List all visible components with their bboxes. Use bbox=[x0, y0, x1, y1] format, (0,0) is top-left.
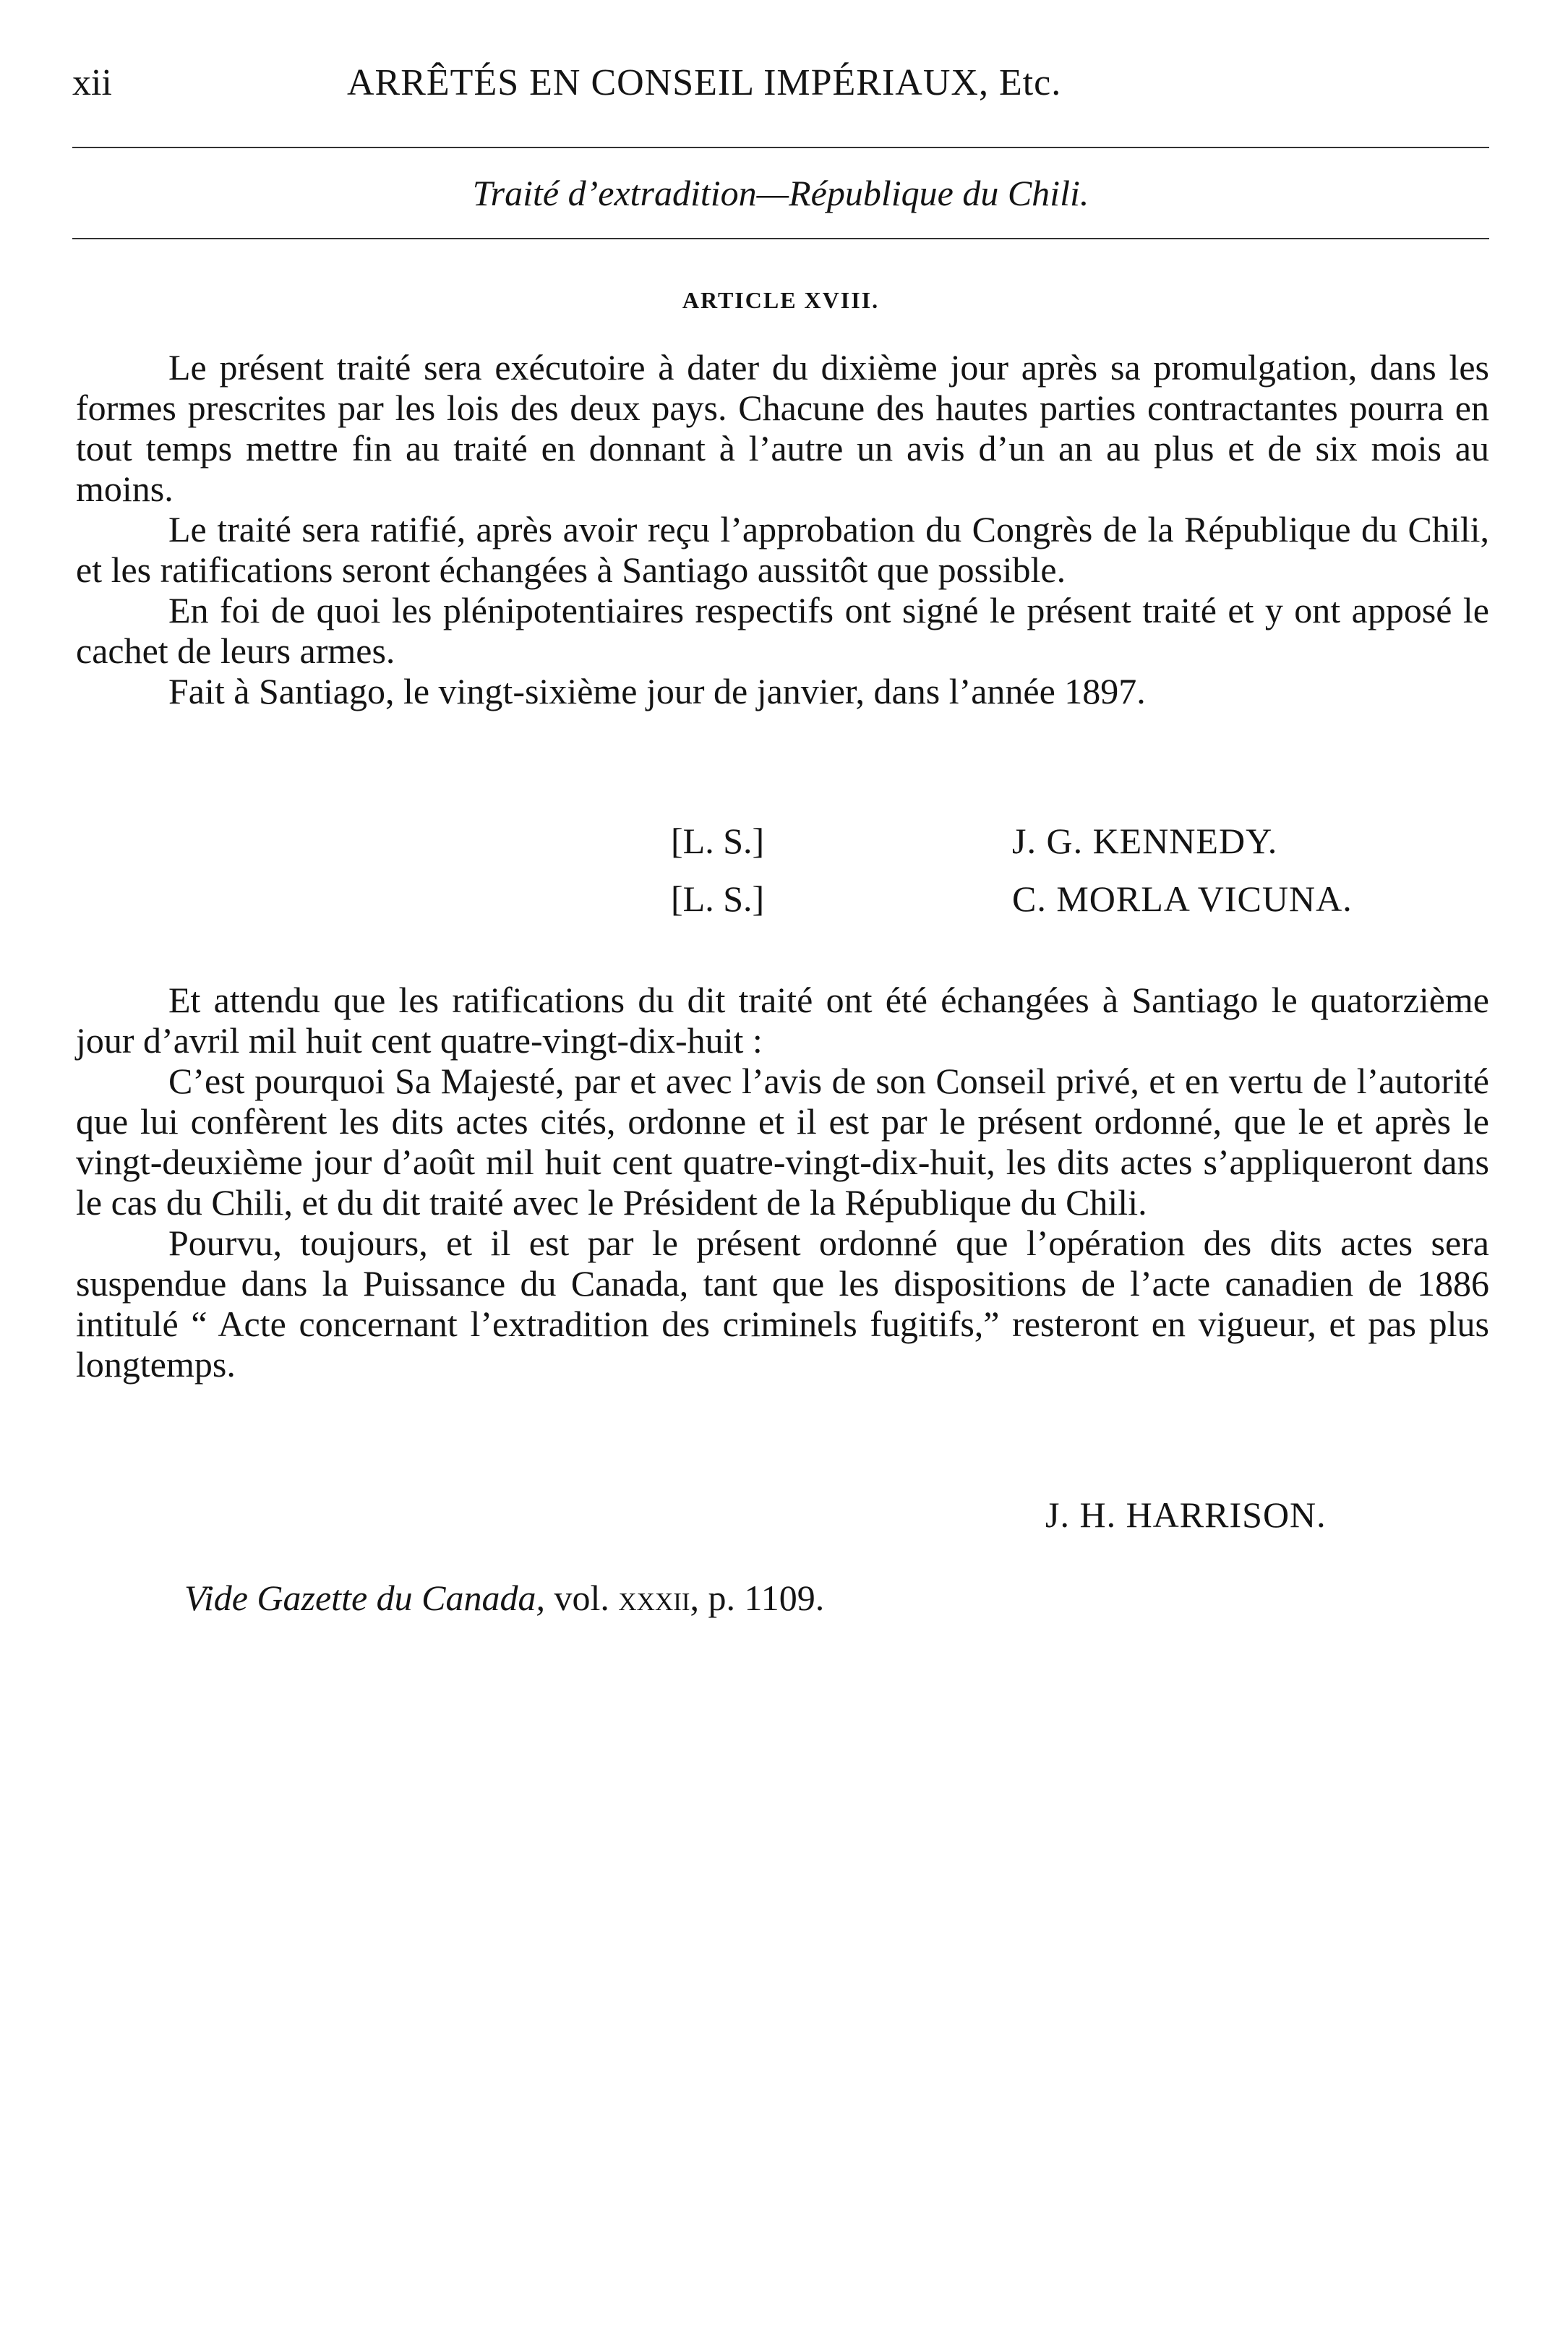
order-signature: J. H. HARRISON. bbox=[1045, 1494, 1327, 1535]
running-head bbox=[72, 51, 1489, 116]
seal-mark: [L. S.] bbox=[671, 821, 765, 861]
gazette-reference bbox=[184, 1576, 824, 1620]
article-body bbox=[76, 347, 1489, 711]
reference-volume-prefix: vol. bbox=[554, 1578, 609, 1618]
article-paragraph: En foi de quoi les plénipotentiaires respectifs ont signé le présent traité et y ont apposé le cachet de leurs armes. bbox=[76, 590, 1489, 671]
article-paragraph: Fait à Santiago, le vingt-sixième jour de janvier, dans l’année 1897. bbox=[168, 671, 1146, 711]
article-paragraph: Le traité sera ratifié, après avoir reçu l’approbation du Congrès de la République du Chili, et les ratifications seront échangées à Santiago aussitôt que possible. bbox=[76, 509, 1489, 590]
order-body bbox=[76, 980, 1489, 1385]
signatory-name: J. G. KENNEDY. bbox=[1012, 821, 1278, 861]
order-paragraph: Et attendu que les ratifications du dit traité ont été échangées à Santiago le quatorzième jour d’avril mil huit cent quatre-vingt-dix-huit : bbox=[76, 980, 1489, 1061]
reference-volume: xxxii bbox=[618, 1578, 690, 1618]
running-title: ARRÊTÉS EN CONSEIL IMPÉRIAUX, Etc. bbox=[347, 62, 1062, 103]
top-rule bbox=[72, 147, 1489, 148]
signatory-row bbox=[0, 878, 1568, 922]
reference-page: , p. 1109. bbox=[690, 1578, 825, 1618]
page-number: xii bbox=[72, 62, 112, 103]
seal-mark: [L. S.] bbox=[671, 878, 765, 919]
signatory-row bbox=[0, 821, 1568, 864]
reference-source: Vide Gazette du Canada, bbox=[184, 1578, 545, 1618]
section-title: Traité d’extradition—République du Chili. bbox=[472, 173, 1089, 213]
section-rule bbox=[72, 238, 1489, 239]
article-heading: ARTICLE XVIII. bbox=[682, 287, 880, 313]
article-paragraph: Le présent traité sera exécutoire à dater du dixième jour après sa promulgation, dans les formes prescrites par les lois des deux pays. Chacune des hautes parties contractantes pourra en tout temps mettre fin au traité en donnant à l’autre un avis d’un an au plus et de six mois au moins. bbox=[76, 347, 1489, 509]
order-paragraph: C’est pourquoi Sa Majesté, par et avec l’avis de son Conseil privé, et en vertu de l’autorité que lui confèrent les dits actes cités, ordonne et il est par le présent ordonné, que le et après le vingt-deuxième jour d’août mil huit cent quatre-vingt-dix-huit, les dits actes s’appliqueront dans le cas du Chili, et du dit traité avec le Président de la République du Chili. bbox=[76, 1061, 1489, 1223]
signatory-name: C. MORLA VICUNA. bbox=[1012, 878, 1353, 919]
order-paragraph: Pourvu, toujours, et il est par le présent ordonné que l’opération des dits actes sera suspendue dans la Puissance du Canada, tant que les dispositions de l’acte canadien de 1886 intitulé “ Acte concernant l’extradition des criminels fugitifs,” resteront en vigueur, et pas plus longtemps. bbox=[76, 1223, 1489, 1385]
